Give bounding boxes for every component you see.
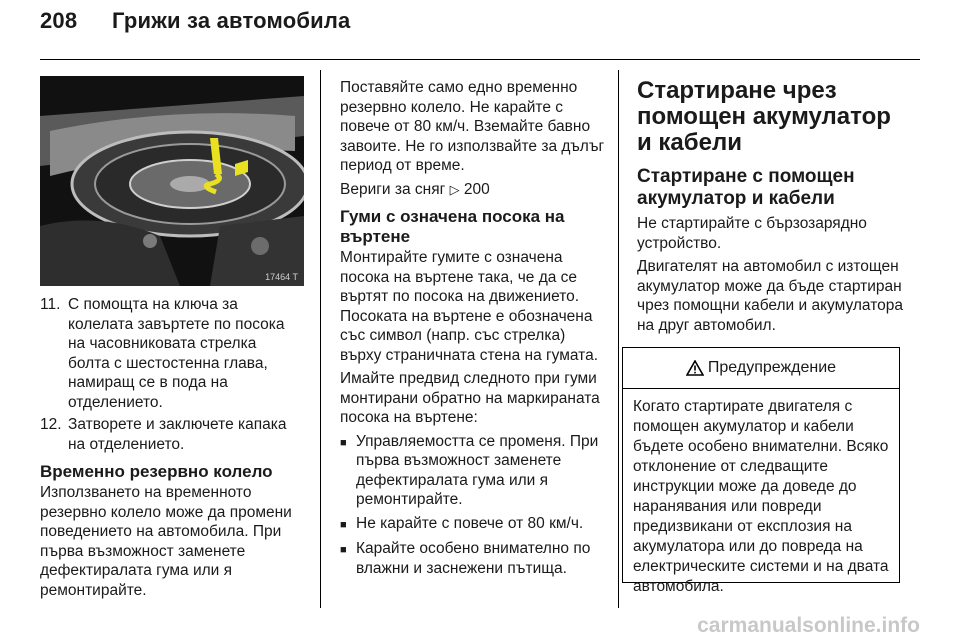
bullet-icon: ■ bbox=[340, 518, 347, 531]
directional-tyres-text: Монтирайте гумите с означена посока на въртене така, че да се въртят по посока на движението. Посоката на въртене е обозначена със символ (напр. със стрелка) върху страничната стена на гумата. bbox=[340, 249, 599, 364]
spare-wheel-usage-text: Поставяйте само едно временно резервно колело. Не карайте с повече от 80 км/ч. Вземайте бавно завоите. Не го използвайте за дълъг период от време. bbox=[340, 79, 605, 174]
bullet-icon: ■ bbox=[340, 544, 347, 556]
warning-header bbox=[623, 348, 899, 389]
page-title: Грижи за автомобила bbox=[112, 8, 351, 33]
column-divider-2 bbox=[618, 70, 619, 608]
step-number: 11. bbox=[40, 296, 61, 313]
spare-wheel-photo bbox=[40, 76, 304, 286]
warning-text: Когато стартирате двигателя с помощен акумулатор и кабели бъдете особено внимателни. Всяко отклонение от следващите инструкции може да доведе до наранявания или повреди предизвикани от експлозия на акумулатора или до повреда на електрическите системи и на двата автомобила. bbox=[633, 398, 889, 595]
jump-start-note: Не стартирайте с бързозарядно устройство. bbox=[637, 215, 867, 252]
list-item-text: Управляемостта се променя. При първа възможност заменете дефектиралата гума или я ремонтирайте. bbox=[356, 432, 599, 508]
list-item-text: Не карайте с повече от 80 км/ч. bbox=[356, 514, 584, 532]
step-text: Затворете и заключете капака на отделението. bbox=[68, 416, 287, 453]
column-2 bbox=[340, 78, 606, 582]
snow-chains-label: Вериги за сняг bbox=[340, 180, 446, 198]
step-number: 12. bbox=[40, 416, 62, 433]
list-item-text: Карайте особено внимателно по влажни и заснежени пътища. bbox=[356, 540, 591, 577]
jump-start-description: Двигателят на автомобил с изтощен акумулатор може да бъде стартиран чрез помощни кабели и акумулатора на друг автомобил. bbox=[637, 258, 903, 334]
subheading-jump-start: Стартиране с помощен акумулатор и кабели bbox=[637, 166, 855, 209]
snow-chains-reference[interactable] bbox=[340, 180, 606, 200]
warning-box bbox=[622, 347, 900, 595]
spare-wheel-text: Използването на временното резервно колело може да промени поведението на автомобила. При първа възможност заменете дефектиралата гума или я ремонтирайте. bbox=[40, 484, 292, 599]
step-item bbox=[40, 295, 302, 412]
figure-code: 17464 T bbox=[265, 272, 298, 282]
bullet-icon: ■ bbox=[340, 436, 347, 449]
section-heading-directional-tyres: Гуми с означена посока на въртене bbox=[340, 207, 565, 246]
page-header bbox=[40, 8, 350, 34]
warning-title: Предупреждение bbox=[707, 359, 837, 376]
list-item bbox=[340, 539, 606, 578]
page-ref-arrow-icon: ▷ bbox=[449, 181, 460, 197]
column-divider-1 bbox=[320, 70, 321, 608]
warning-bullets bbox=[340, 432, 606, 579]
snow-chains-page: 200 bbox=[463, 180, 490, 198]
section-title-jump-start: Стартиране чрез помощен акумулатор и кабели bbox=[637, 77, 891, 156]
step-text: С помощта на ключа за колелата завъртете по посока на часовниковата стрелка болта с шестостенна глава, намиращ се в пода на отделението. bbox=[68, 296, 285, 411]
step-item bbox=[40, 415, 302, 454]
watermark: carmanualsonline.info bbox=[697, 614, 920, 637]
list-item bbox=[340, 514, 606, 536]
spare-wheel-illustration bbox=[40, 76, 304, 286]
header-rule bbox=[40, 59, 920, 60]
column-1 bbox=[40, 295, 302, 604]
column-3 bbox=[637, 78, 907, 339]
warning-triangle-icon bbox=[686, 360, 704, 376]
section-heading-spare-wheel: Временно резервно колело bbox=[40, 462, 273, 481]
reverse-mounting-text: Имайте предвид следното при гуми монтирани обратно на маркираната посока на въртене: bbox=[340, 370, 600, 426]
page-number: 208 bbox=[40, 8, 78, 33]
list-item bbox=[340, 432, 606, 510]
